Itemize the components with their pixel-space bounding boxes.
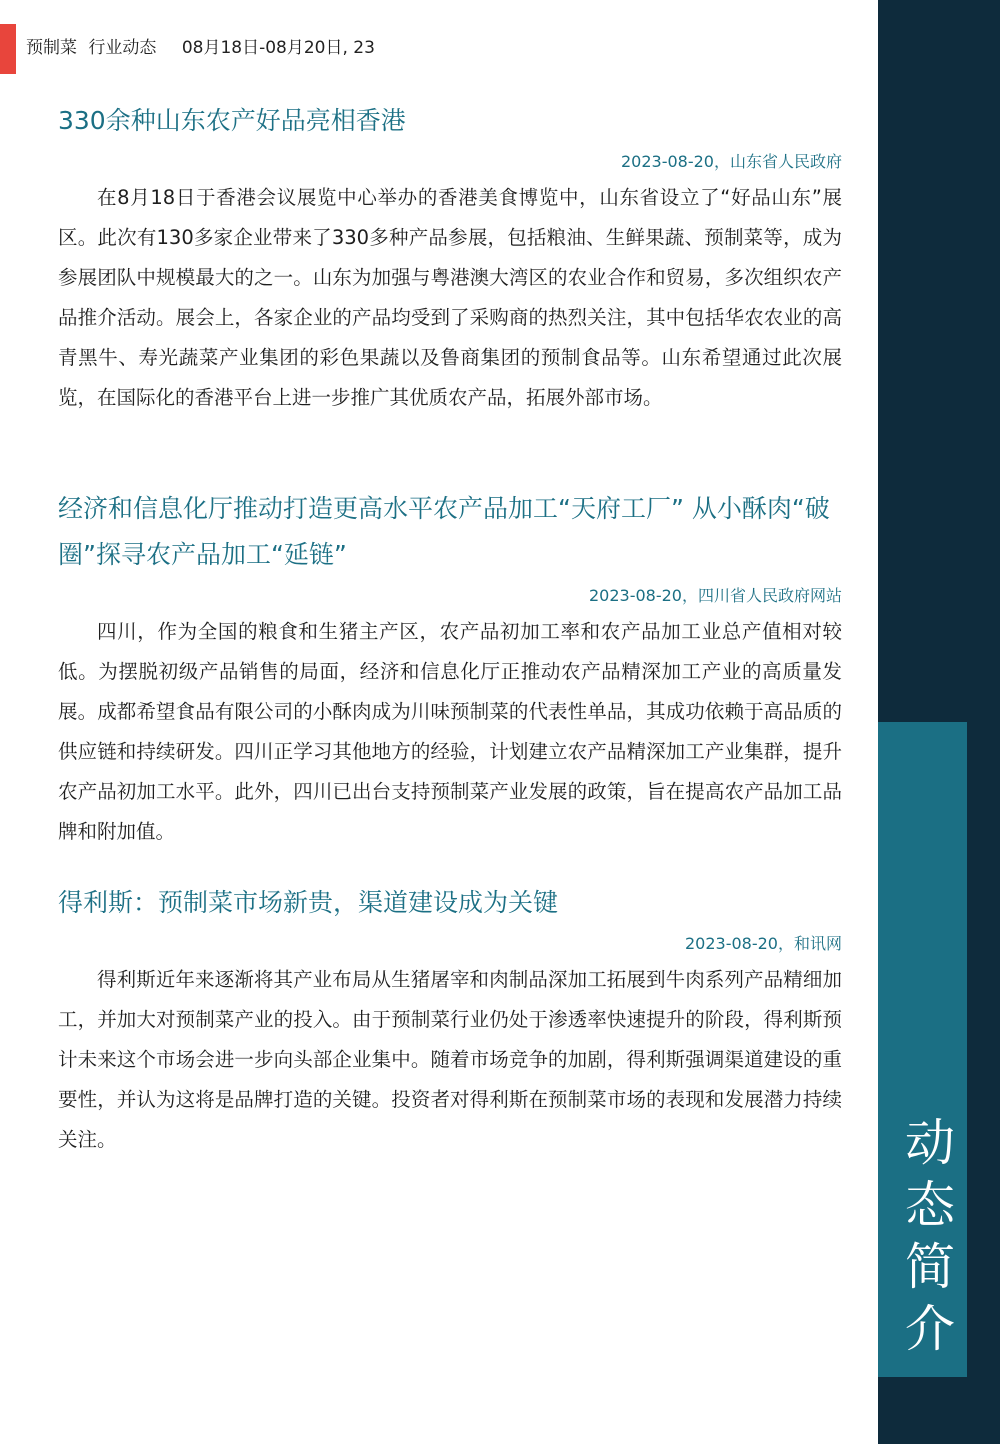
article-meta: 2023-08-20，和讯网 [685, 934, 842, 953]
article-body: 得利斯近年来逐渐将其产业布局从生猪屠宰和肉制品深加工拓展到牛肉系列产品精细加工，并加大对预制菜产业的投入。由于预制菜行业仍处于渗透率快速提升的阶段，得利斯预计未来这个市场会进一步向头部企业集中。随着市场竞争的加剧，得利斯强调渠道建设的重要性，并认为这将是品牌打造的关键。投资者对得利斯在预制菜市场的表现和发展潜力持续关注。 [58, 968, 842, 1151]
header-category: 预制菜 [26, 38, 77, 58]
article-meta: 2023-08-20，四川省人民政府网站 [589, 586, 842, 605]
article-title[interactable]: 经济和信息化厅推动打造更高水平农产品加工“天府工厂” 从小酥肉“破圈”探寻农产品加工“延链” [58, 494, 830, 569]
article-item [58, 98, 842, 418]
header-accent-bar [0, 24, 16, 74]
article-body: 四川，作为全国的粮食和生猪主产区，农产品初加工率和农产品加工业总产值相对较低。为摆脱初级产品销售的局面，经济和信息化厅正推动农产品精深加工产业的高质量发展。成都希望食品有限公司的小酥肉成为川味预制菜的代表性单品，其成功依赖于高品质的供应链和持续研发。四川正学习其他地方的经验，计划建立农产品精深加工产业集群，提升农产品初加工水平。此外，四川已出台支持预制菜产业发展的政策，旨在提高农产品加工品牌和附加值。 [58, 620, 842, 843]
article-title[interactable]: 得利斯：预制菜市场新贵，渠道建设成为关键 [58, 888, 559, 917]
page-header [26, 36, 381, 60]
sidebar-title-char: 动 [905, 1114, 955, 1172]
article-body: 在8月18日于香港会议展览中心举办的香港美食博览中，山东省设立了“好品山东”展区。此次有130多家企业带来了330多种产品参展，包括粮油、生鲜果蔬、预制菜等，成为参展团队中规模最大的之一。山东为加强与粤港澳大湾区的农业合作和贸易，多次组织农产品推介活动。展会上，各家企业的产品均受到了采购商的热烈关注，其中包括华农农业的高青黑牛、寿光蔬菜产业集团的彩色果蔬以及鲁商集团的预制食品等。山东希望通过此次展览，在国际化的香港平台上进一步推广其优质农产品，拓展外部市场。 [58, 186, 842, 409]
sidebar-title-char: 介 [905, 1300, 955, 1358]
article-item [58, 880, 842, 1160]
sidebar-title-char: 态 [905, 1176, 955, 1234]
sidebar-title [878, 1112, 982, 1360]
article-title[interactable]: 330余种山东农产好品亮相香港 [58, 106, 406, 135]
article-meta: 2023-08-20，山东省人民政府 [621, 152, 842, 171]
sidebar-title-char: 简 [905, 1238, 955, 1296]
article-item [58, 486, 842, 852]
header-date-range: 08月18日-08月20日, 23 [181, 38, 375, 58]
header-section: 行业动态 [88, 38, 157, 58]
